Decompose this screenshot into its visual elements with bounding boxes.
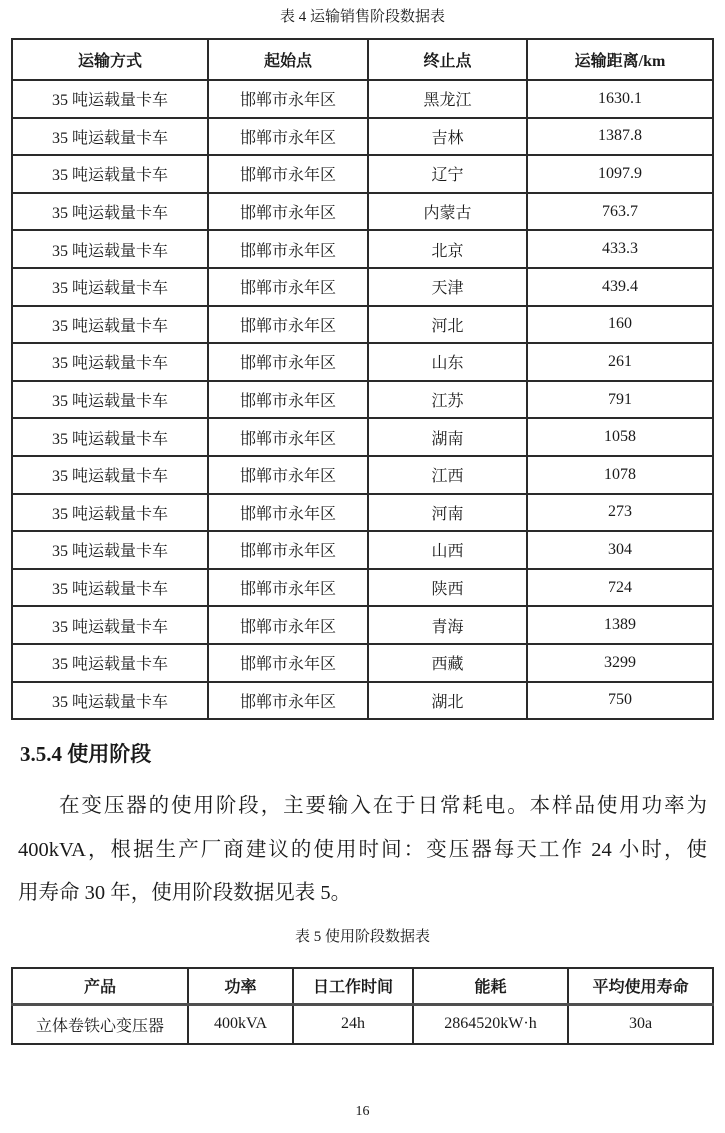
table-cell: 邯郸市永年区: [208, 606, 368, 644]
column-header: 产品: [12, 968, 188, 1005]
table-cell: 35 吨运载量卡车: [12, 193, 208, 231]
table-cell: 1389: [527, 606, 713, 644]
column-header: 功率: [188, 968, 293, 1005]
table-cell: 江西: [368, 456, 527, 494]
table-cell: 35 吨运载量卡车: [12, 494, 208, 532]
table-cell: 青海: [368, 606, 527, 644]
page-number: 16: [355, 1104, 370, 1119]
table-cell: 江苏: [368, 381, 527, 419]
table-row: [12, 118, 713, 156]
column-header: 运输距离/km: [527, 39, 713, 80]
table-row: [12, 644, 713, 682]
table-cell: 湖北: [368, 682, 527, 720]
table-row: [12, 569, 713, 607]
table-cell: 160: [527, 306, 713, 344]
table-cell: 35 吨运载量卡车: [12, 531, 208, 569]
table4: [11, 38, 714, 720]
table5: [11, 967, 714, 1045]
table-cell: 内蒙古: [368, 193, 527, 231]
body-paragraph: [18, 785, 707, 916]
table5-caption: 表 5 使用阶段数据表: [294, 928, 430, 945]
table-cell: 邯郸市永年区: [208, 343, 368, 381]
table-cell: 邯郸市永年区: [208, 531, 368, 569]
table-cell: 北京: [368, 230, 527, 268]
table-cell: 1058: [527, 418, 713, 456]
table-row: [12, 343, 713, 381]
table-cell: 35 吨运载量卡车: [12, 306, 208, 344]
table-cell: 35 吨运载量卡车: [12, 155, 208, 193]
table-cell: 1078: [527, 456, 713, 494]
table-cell: 35 吨运载量卡车: [12, 343, 208, 381]
table-cell: 黑龙江: [368, 80, 527, 118]
column-header: 平均使用寿命: [568, 968, 713, 1005]
table-cell: 邯郸市永年区: [208, 494, 368, 532]
table-cell: 35 吨运载量卡车: [12, 606, 208, 644]
table5-body: [12, 1004, 713, 1044]
table-cell: 439.4: [527, 268, 713, 306]
table-cell: 35 吨运载量卡车: [12, 569, 208, 607]
column-header: 起始点: [208, 39, 368, 80]
table-cell: 陕西: [368, 569, 527, 607]
table-row: [12, 531, 713, 569]
table-cell: 立体卷铁心变压器: [12, 1004, 188, 1044]
paragraph-line: 400kVA，根据生产厂商建议的使用时间：变压器每天工作 24 小时，使: [18, 838, 707, 861]
table-row: [12, 268, 713, 306]
table-cell: 35 吨运载量卡车: [12, 644, 208, 682]
table-cell: 400kVA: [188, 1004, 293, 1044]
table-row: [12, 230, 713, 268]
paragraph-line: 用寿命 30 年，使用阶段数据见表 5。: [18, 882, 352, 905]
table-cell: 2864520kW·h: [413, 1004, 568, 1044]
table-cell: 433.3: [527, 230, 713, 268]
table-row: [12, 682, 713, 720]
table-cell: 1097.9: [527, 155, 713, 193]
table-cell: 791: [527, 381, 713, 419]
table-cell: 邯郸市永年区: [208, 193, 368, 231]
table-cell: 35 吨运载量卡车: [12, 381, 208, 419]
table-cell: 724: [527, 569, 713, 607]
table-cell: 邯郸市永年区: [208, 118, 368, 156]
table-cell: 邯郸市永年区: [208, 682, 368, 720]
table-cell: 邯郸市永年区: [208, 644, 368, 682]
table-row: [12, 381, 713, 419]
column-header: 终止点: [368, 39, 527, 80]
table-cell: 邯郸市永年区: [208, 268, 368, 306]
table-cell: 35 吨运载量卡车: [12, 230, 208, 268]
table-cell: 吉林: [368, 118, 527, 156]
table-row: [12, 456, 713, 494]
table-cell: 261: [527, 343, 713, 381]
table-row: [12, 606, 713, 644]
column-header: 能耗: [413, 968, 568, 1005]
table-cell: 邯郸市永年区: [208, 418, 368, 456]
table-cell: 1630.1: [527, 80, 713, 118]
table-cell: 35 吨运载量卡车: [12, 456, 208, 494]
table-cell: 35 吨运载量卡车: [12, 682, 208, 720]
table-cell: 24h: [293, 1004, 413, 1044]
table-cell: 35 吨运载量卡车: [12, 418, 208, 456]
table-cell: 西藏: [368, 644, 527, 682]
table-cell: 湖南: [368, 418, 527, 456]
table-row: [12, 306, 713, 344]
column-header: 运输方式: [12, 39, 208, 80]
table-row: [12, 155, 713, 193]
table-cell: 35 吨运载量卡车: [12, 268, 208, 306]
table-cell: 邯郸市永年区: [208, 155, 368, 193]
table-row: [12, 80, 713, 118]
table5-header-row: [12, 968, 713, 1005]
table-cell: 天津: [368, 268, 527, 306]
table-cell: 山西: [368, 531, 527, 569]
table-cell: 35 吨运载量卡车: [12, 118, 208, 156]
table4-header-row: [12, 39, 713, 80]
table-row: [12, 494, 713, 532]
table-cell: 750: [527, 682, 713, 720]
table-cell: 1387.8: [527, 118, 713, 156]
table-cell: 河北: [368, 306, 527, 344]
table-cell: 304: [527, 531, 713, 569]
table-row: [12, 1004, 713, 1044]
table-cell: 邯郸市永年区: [208, 381, 368, 419]
table-cell: 河南: [368, 494, 527, 532]
table-cell: 山东: [368, 343, 527, 381]
paragraph-line: 在变压器的使用阶段，主要输入在于日常耗电。本样品使用功率为: [59, 795, 707, 818]
table-cell: 邯郸市永年区: [208, 456, 368, 494]
table4-body: [12, 80, 713, 719]
section-heading: 3.5.4 使用阶段: [20, 742, 152, 767]
column-header: 日工作时间: [293, 968, 413, 1005]
table-row: [12, 193, 713, 231]
table-cell: 273: [527, 494, 713, 532]
table-row: [12, 418, 713, 456]
table-cell: 邯郸市永年区: [208, 569, 368, 607]
table-cell: 邯郸市永年区: [208, 306, 368, 344]
table-cell: 35 吨运载量卡车: [12, 80, 208, 118]
table-cell: 邯郸市永年区: [208, 230, 368, 268]
table-cell: 3299: [527, 644, 713, 682]
table-cell: 辽宁: [368, 155, 527, 193]
table-cell: 邯郸市永年区: [208, 80, 368, 118]
table4-caption: 表 4 运输销售阶段数据表: [279, 9, 445, 25]
table-cell: 30a: [568, 1004, 713, 1044]
table-cell: 763.7: [527, 193, 713, 231]
